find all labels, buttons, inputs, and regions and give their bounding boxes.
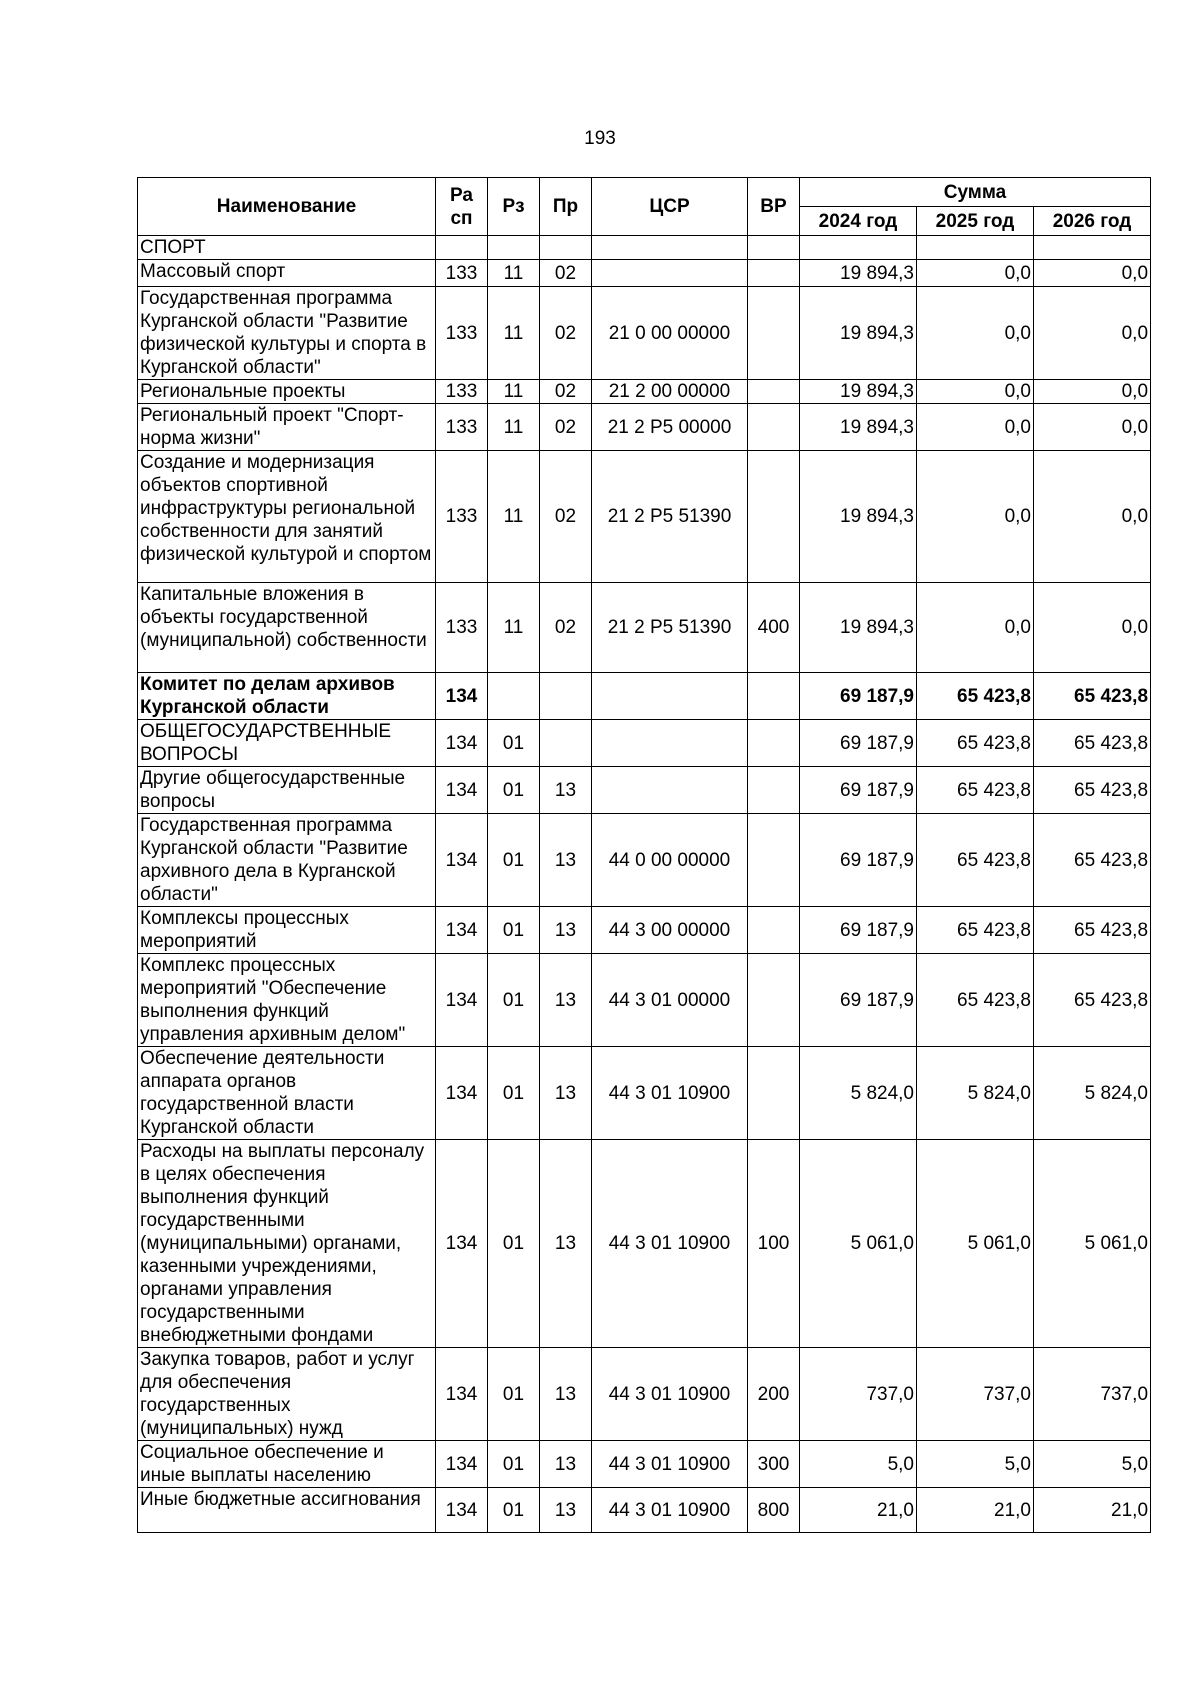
cell-vr: 100 — [748, 1140, 800, 1348]
cell-pr: 02 — [540, 404, 592, 451]
table-row — [138, 1140, 1151, 1348]
cell-rz: 01 — [488, 1140, 540, 1348]
cell-csr: 21 2 00 00000 — [592, 380, 748, 404]
cell-amount-2025: 5,0 — [917, 1441, 1034, 1488]
table-row — [138, 236, 1151, 260]
cell-csr: 44 3 01 10900 — [592, 1441, 748, 1488]
cell-rasp: 133 — [436, 583, 488, 673]
cell-rasp: 133 — [436, 380, 488, 404]
cell-csr: 44 3 01 10900 — [592, 1047, 748, 1140]
cell-pr — [540, 673, 592, 720]
cell-amount-2024: 21,0 — [800, 1488, 917, 1533]
cell-amount-2024: 69 187,9 — [800, 720, 917, 767]
cell-rz — [488, 673, 540, 720]
cell-vr — [748, 720, 800, 767]
cell-name: Массовый спорт — [138, 260, 436, 287]
cell-amount-2025: 737,0 — [917, 1348, 1034, 1441]
cell-rz: 01 — [488, 767, 540, 814]
cell-amount-2024: 5 061,0 — [800, 1140, 917, 1348]
cell-rasp: 134 — [436, 1348, 488, 1441]
cell-rz: 11 — [488, 583, 540, 673]
cell-name: Региональный проект "Спорт-норма жизни" — [138, 404, 436, 451]
header-pr: Пр — [540, 178, 592, 236]
table-row — [138, 404, 1151, 451]
cell-rz: 01 — [488, 1488, 540, 1533]
cell-amount-2024: 69 187,9 — [800, 767, 917, 814]
cell-name: Государственная программа Курганской области "Развитие архивного дела в Курганской области" — [138, 814, 436, 907]
cell-pr: 13 — [540, 1441, 592, 1488]
cell-rasp: 133 — [436, 451, 488, 583]
header-name: Наименование — [138, 178, 436, 236]
page-number: 193 — [584, 128, 616, 149]
cell-amount-2026: 65 423,8 — [1034, 720, 1151, 767]
cell-name: Другие общегосударственные вопросы — [138, 767, 436, 814]
budget-table — [137, 177, 1151, 1533]
cell-amount-2026: 65 423,8 — [1034, 767, 1151, 814]
cell-amount-2026: 65 423,8 — [1034, 673, 1151, 720]
cell-amount-2025: 65 423,8 — [917, 673, 1034, 720]
cell-amount-2024: 737,0 — [800, 1348, 917, 1441]
cell-amount-2024: 69 187,9 — [800, 907, 917, 954]
table-row — [138, 767, 1151, 814]
cell-amount-2024: 19 894,3 — [800, 451, 917, 583]
header-year-2024: 2024 год — [800, 207, 917, 236]
cell-amount-2026: 737,0 — [1034, 1348, 1151, 1441]
cell-vr — [748, 1047, 800, 1140]
header-rasp — [436, 178, 488, 236]
cell-vr — [748, 260, 800, 287]
cell-name: Капитальные вложения в объекты государственной (муниципальной) собственности — [138, 583, 436, 673]
table-row — [138, 954, 1151, 1047]
cell-rasp: 133 — [436, 260, 488, 287]
table-row — [138, 1441, 1151, 1488]
cell-amount-2025: 0,0 — [917, 380, 1034, 404]
cell-rz: 11 — [488, 451, 540, 583]
cell-name: Иные бюджетные ассигнования — [138, 1488, 436, 1533]
cell-pr: 13 — [540, 1348, 592, 1441]
cell-pr: 13 — [540, 954, 592, 1047]
cell-csr: 44 3 01 10900 — [592, 1488, 748, 1533]
table-row — [138, 907, 1151, 954]
cell-csr: 21 0 00 00000 — [592, 287, 748, 380]
cell-csr — [592, 767, 748, 814]
cell-csr: 44 3 00 00000 — [592, 907, 748, 954]
cell-amount-2025: 65 423,8 — [917, 907, 1034, 954]
cell-vr — [748, 404, 800, 451]
cell-csr: 44 3 01 10900 — [592, 1140, 748, 1348]
header-csr: ЦСР — [592, 178, 748, 236]
cell-name: Комитет по делам архивов Курганской области — [138, 673, 436, 720]
cell-rz: 01 — [488, 907, 540, 954]
cell-rasp: 133 — [436, 404, 488, 451]
header-rasp-line1: Ра — [450, 184, 473, 206]
cell-amount-2024: 69 187,9 — [800, 673, 917, 720]
table-row — [138, 451, 1151, 583]
cell-amount-2026: 0,0 — [1034, 451, 1151, 583]
cell-rz: 01 — [488, 1441, 540, 1488]
cell-pr: 13 — [540, 1047, 592, 1140]
table-row — [138, 720, 1151, 767]
cell-amount-2024: 19 894,3 — [800, 260, 917, 287]
cell-csr — [592, 236, 748, 260]
cell-pr: 02 — [540, 583, 592, 673]
cell-csr: 44 0 00 00000 — [592, 814, 748, 907]
cell-rasp: 134 — [436, 814, 488, 907]
cell-amount-2024: 5 824,0 — [800, 1047, 917, 1140]
cell-csr — [592, 673, 748, 720]
cell-name: Комплексы процессных мероприятий — [138, 907, 436, 954]
cell-rasp: 134 — [436, 1441, 488, 1488]
header-vr: ВР — [748, 178, 800, 236]
cell-amount-2024: 19 894,3 — [800, 380, 917, 404]
cell-name: Создание и модернизация объектов спортивной инфраструктуры региональной собственности для занятий физической культурой и спортом — [138, 451, 436, 583]
cell-amount-2025: 0,0 — [917, 287, 1034, 380]
cell-rz: 01 — [488, 954, 540, 1047]
cell-rz: 11 — [488, 287, 540, 380]
cell-rasp: 134 — [436, 1488, 488, 1533]
cell-rz: 01 — [488, 1348, 540, 1441]
cell-pr: 13 — [540, 814, 592, 907]
cell-csr: 44 3 01 10900 — [592, 1348, 748, 1441]
cell-vr — [748, 380, 800, 404]
header-rz: Рз — [488, 178, 540, 236]
table-row — [138, 1047, 1151, 1140]
table-row — [138, 814, 1151, 907]
cell-amount-2026: 0,0 — [1034, 260, 1151, 287]
cell-rasp: 134 — [436, 1047, 488, 1140]
header-sum: Сумма — [800, 178, 1151, 207]
cell-pr: 13 — [540, 1488, 592, 1533]
cell-vr — [748, 814, 800, 907]
cell-rasp: 134 — [436, 720, 488, 767]
cell-vr: 300 — [748, 1441, 800, 1488]
header-year-2026: 2026 год — [1034, 207, 1151, 236]
table-row — [138, 673, 1151, 720]
cell-amount-2025: 65 423,8 — [917, 720, 1034, 767]
cell-rasp: 134 — [436, 954, 488, 1047]
cell-pr — [540, 720, 592, 767]
cell-rz: 11 — [488, 380, 540, 404]
cell-vr — [748, 954, 800, 1047]
cell-rz: 11 — [488, 404, 540, 451]
cell-amount-2026: 0,0 — [1034, 287, 1151, 380]
cell-amount-2024: 19 894,3 — [800, 583, 917, 673]
cell-amount-2026: 21,0 — [1034, 1488, 1151, 1533]
cell-amount-2026: 0,0 — [1034, 404, 1151, 451]
cell-vr — [748, 767, 800, 814]
cell-amount-2025: 5 061,0 — [917, 1140, 1034, 1348]
cell-amount-2024: 19 894,3 — [800, 287, 917, 380]
cell-vr — [748, 907, 800, 954]
cell-csr: 21 2 Р5 51390 — [592, 583, 748, 673]
cell-name: Социальное обеспечение и иные выплаты населению — [138, 1441, 436, 1488]
cell-pr: 13 — [540, 907, 592, 954]
cell-vr: 400 — [748, 583, 800, 673]
cell-amount-2024 — [800, 236, 917, 260]
table-row — [138, 583, 1151, 673]
cell-pr: 13 — [540, 767, 592, 814]
cell-rz: 01 — [488, 720, 540, 767]
cell-name: СПОРТ — [138, 236, 436, 260]
cell-amount-2025: 65 423,8 — [917, 954, 1034, 1047]
cell-name: Закупка товаров, работ и услуг для обеспечения государственных (муниципальных) нужд — [138, 1348, 436, 1441]
cell-name: Региональные проекты — [138, 380, 436, 404]
header-year-2025: 2025 год — [917, 207, 1034, 236]
cell-pr: 02 — [540, 287, 592, 380]
cell-vr — [748, 287, 800, 380]
cell-amount-2025: 65 423,8 — [917, 814, 1034, 907]
cell-csr: 44 3 01 00000 — [592, 954, 748, 1047]
cell-name: Обеспечение деятельности аппарата органов государственной власти Курганской области — [138, 1047, 436, 1140]
cell-rasp: 134 — [436, 673, 488, 720]
cell-pr: 02 — [540, 380, 592, 404]
cell-amount-2026: 65 423,8 — [1034, 954, 1151, 1047]
cell-amount-2025: 0,0 — [917, 583, 1034, 673]
cell-amount-2025: 5 824,0 — [917, 1047, 1034, 1140]
cell-amount-2024: 19 894,3 — [800, 404, 917, 451]
header-row — [138, 178, 1151, 207]
table-row — [138, 260, 1151, 287]
cell-amount-2026: 5 061,0 — [1034, 1140, 1151, 1348]
cell-rasp: 133 — [436, 287, 488, 380]
cell-name: Комплекс процессных мероприятий "Обеспечение выполнения функций управления архивным делом" — [138, 954, 436, 1047]
cell-csr: 21 2 Р5 51390 — [592, 451, 748, 583]
header-rasp-line2: сп — [450, 207, 473, 229]
cell-amount-2026 — [1034, 236, 1151, 260]
table-body — [138, 236, 1151, 1533]
cell-name: ОБЩЕГОСУДАРСТВЕННЫЕ ВОПРОСЫ — [138, 720, 436, 767]
cell-vr: 800 — [748, 1488, 800, 1533]
cell-amount-2025 — [917, 236, 1034, 260]
cell-amount-2024: 5,0 — [800, 1441, 917, 1488]
cell-amount-2024: 69 187,9 — [800, 814, 917, 907]
cell-pr — [540, 236, 592, 260]
table-row — [138, 1348, 1151, 1441]
cell-rz — [488, 236, 540, 260]
cell-vr — [748, 451, 800, 583]
cell-rasp: 134 — [436, 907, 488, 954]
cell-amount-2026: 0,0 — [1034, 583, 1151, 673]
table-row — [138, 287, 1151, 380]
cell-name: Расходы на выплаты персоналу в целях обеспечения выполнения функций государственными (муниципальными) органами, казенными учреждениями, органами управления государственными внебюджетными фондами — [138, 1140, 436, 1348]
cell-csr — [592, 720, 748, 767]
table-row — [138, 1488, 1151, 1533]
cell-amount-2025: 65 423,8 — [917, 767, 1034, 814]
cell-amount-2026: 65 423,8 — [1034, 907, 1151, 954]
cell-vr: 200 — [748, 1348, 800, 1441]
cell-rz: 11 — [488, 260, 540, 287]
cell-rasp: 134 — [436, 1140, 488, 1348]
table-row — [138, 380, 1151, 404]
cell-csr — [592, 260, 748, 287]
cell-vr — [748, 673, 800, 720]
cell-rasp — [436, 236, 488, 260]
cell-pr: 02 — [540, 260, 592, 287]
cell-amount-2026: 65 423,8 — [1034, 814, 1151, 907]
cell-rz: 01 — [488, 814, 540, 907]
cell-csr: 21 2 Р5 00000 — [592, 404, 748, 451]
cell-rz: 01 — [488, 1047, 540, 1140]
cell-amount-2026: 5,0 — [1034, 1441, 1151, 1488]
cell-amount-2026: 0,0 — [1034, 380, 1151, 404]
cell-amount-2025: 21,0 — [917, 1488, 1034, 1533]
cell-amount-2026: 5 824,0 — [1034, 1047, 1151, 1140]
cell-amount-2025: 0,0 — [917, 451, 1034, 583]
cell-pr: 02 — [540, 451, 592, 583]
cell-amount-2025: 0,0 — [917, 260, 1034, 287]
cell-amount-2025: 0,0 — [917, 404, 1034, 451]
cell-pr: 13 — [540, 1140, 592, 1348]
cell-vr — [748, 236, 800, 260]
cell-rasp: 134 — [436, 767, 488, 814]
cell-amount-2024: 69 187,9 — [800, 954, 917, 1047]
cell-name: Государственная программа Курганской области "Развитие физической культуры и спорта в Курганской области" — [138, 287, 436, 380]
